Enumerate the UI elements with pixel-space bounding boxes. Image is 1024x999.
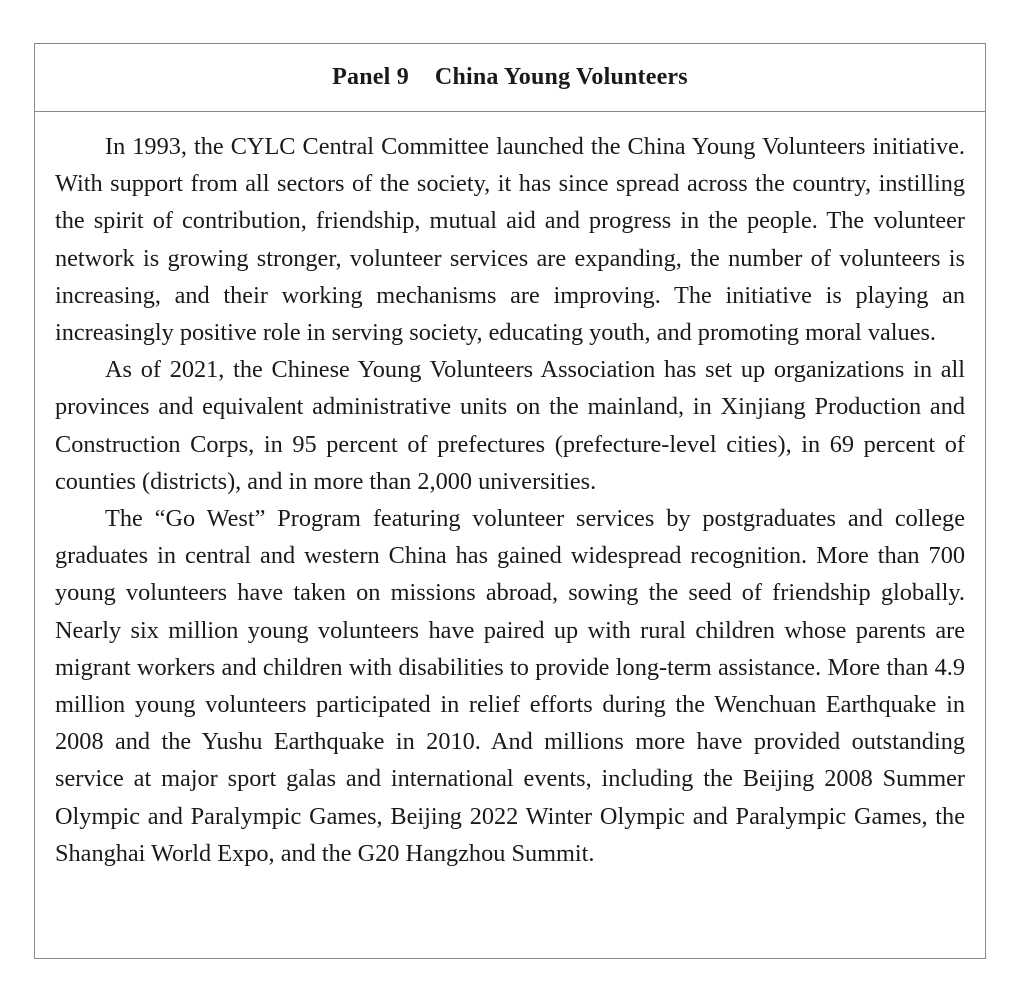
panel-label: Panel 9 [332,64,409,90]
panel-heading: China Young Volunteers [434,64,688,90]
panel-title [332,64,688,91]
panel-header [35,44,985,112]
panel-body [35,112,985,872]
panel-box [34,43,986,959]
paragraph-association: As of 2021, the Chinese Young Volunteers Association has set up organizations in all provinces and equivalent administrative units on the mainland, in Xinjiang Production and Construction Corps, in 95 percent of prefectures (prefecture-level cities), in 69 percent of counties (districts), and in more than 2,000 universities. [55,356,965,495]
paragraph-go-west: The “Go West” Program featuring volunteer services by postgraduates and college graduates in central and western China has gained widespread recognition. More than 700 young volunteers have taken on missions abroad, sowing the seed of friendship globally. Nearly six million young volunteers have paired up with rural children whose parents are migrant workers and children with disabilities to provide long-term assistance. More than 4.9 million young volunteers participated in relief efforts during the Wenchuan Earthquake in 2008 and the Yushu Earthquake in 2010. And millions more have provided outstanding service at major sport galas and international events, including the Beijing 2008 Summer Olympic and Paralympic Games, Beijing 2022 Winter Olympic and Paralympic Games, the Shanghai World Expo, and the G20 Hangzhou Summit. [55,505,965,867]
paragraph-initiative: In 1993, the CYLC Central Committee launched the China Young Volunteers initiative. With support from all sectors of the society, it has since spread across the country, instilling the spirit of contribution, friendship, mutual aid and progress in the people. The volunteer network is growing stronger, volunteer services are expanding, the number of volunteers is increasing, and their working mechanisms are improving. The initiative is playing an increasingly positive role in serving society, educating youth, and promoting moral values. [55,133,965,347]
